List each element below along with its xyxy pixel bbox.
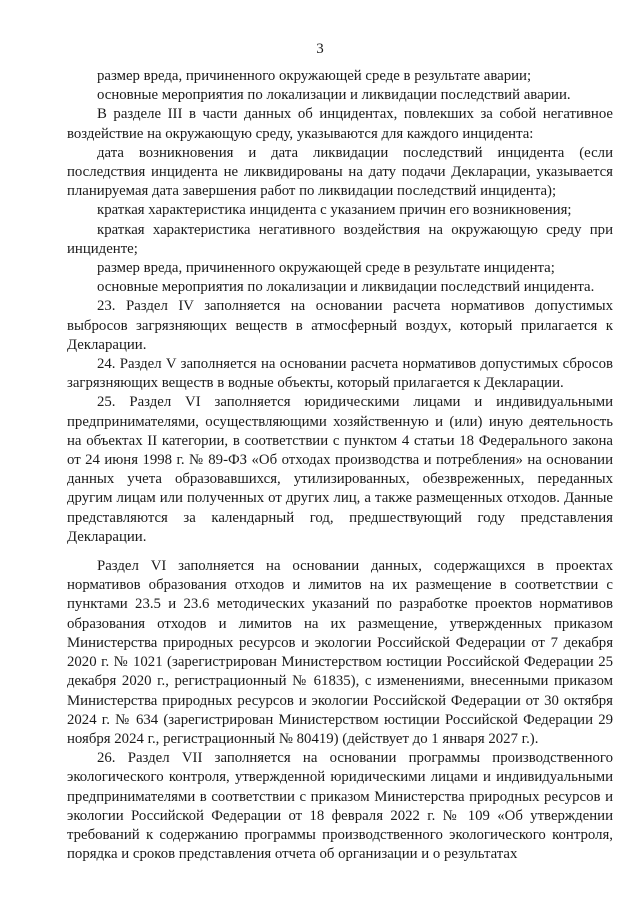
paragraph: краткая характеристика негативного воздействия на окружающую среду при инциденте; <box>67 221 613 257</box>
paragraph: дата возникновения и дата ликвидации последствий инцидента (если последствия инцидента не ликвидированы на дату подачи Декларации, указывается планируемая дата завершения работ по ликвидации последствий инцидента); <box>67 144 613 200</box>
paragraph: В разделе III в части данных об инцидентах, повлекших за собой негативное воздействие на окружающую среду, указываются для каждого инцидента: <box>67 106 613 142</box>
paragraph: Раздел VI заполняется на основании данных, содержащихся в проектах нормативов образования отходов и лимитов на их размещение в соответствии с пунктами 23.5 и 23.6 методических указаний по разработке проектов нормативов образования отходов и лимитов на их размещение, утвержденных приказом Министерства природных ресурсов и экологии Российской Федерации от 7 декабря 2020 г. № 1021 (зарегистрирован Министерством юстиции Российской Федерации 25 декабря 2020 г., регистрационный № 61835), с изменениями, внесенными приказом Министерства природных ресурсов и экологии Российской Федерации от 30 октября 2024 г. № 634 (зарегистрирован Министерством юстиции Российской Федерации 29 ноября 2024 г., регистрационный № 80419) (действует до 1 января 2027 г.). <box>67 558 613 747</box>
paragraph: основные мероприятия по локализации и ликвидации последствий аварии. <box>97 87 571 104</box>
page-number: 3 <box>316 41 324 57</box>
paragraph: 26. Раздел VII заполняется на основании программы производственного экологического контроля, утвержденной юридическими лицами и индивидуальными предпринимателями в соответствии с приказом Министерства природных ресурсов и экологии Российской Федерации от 18 февраля 2022 г. № 109 «Об утверждении требований к содержанию программы производственного экологического контроля, порядка и сроков представления отчета об организации и о результатах <box>67 750 613 863</box>
paragraph: 23. Раздел IV заполняется на основании расчета нормативов допустимых выбросов загрязняющих веществ в атмосферный воздух, который прилагается к Декларации. <box>67 298 613 353</box>
paragraph: 25. Раздел VI заполняется юридическими лицами и индивидуальными предпринимателями, осуществляющими хозяйственную и (или) иную деятельность на объектах II категории, в соответствии с пунктом 4 статьи 18 Федерального закона от 24 июня 1998 г. № 89-ФЗ «Об отходах производства и потребления» на основании данных учета образовавшихся, утилизированных, обезвреженных, переданных другим лицам или полученных от других лиц, а также размещенных отходов. Данные представляются за календарный год, предшествующий году представления Декларации. <box>67 394 613 545</box>
paragraph: основные мероприятия по локализации и ликвидации последствий инцидента. <box>97 279 595 296</box>
paragraph: размер вреда, причиненного окружающей среде в результате аварии; <box>97 68 532 84</box>
document-body <box>67 67 613 864</box>
paragraph: краткая характеристика инцидента с указанием причин его возникновения; <box>97 202 572 219</box>
paragraph: размер вреда, причиненного окружающей среде в результате инцидента; <box>97 260 555 277</box>
paragraph: 24. Раздел V заполняется на основании расчета нормативов допустимых сбросов загрязняющих веществ в водные объекты, который прилагается к Декларации. <box>67 356 613 392</box>
